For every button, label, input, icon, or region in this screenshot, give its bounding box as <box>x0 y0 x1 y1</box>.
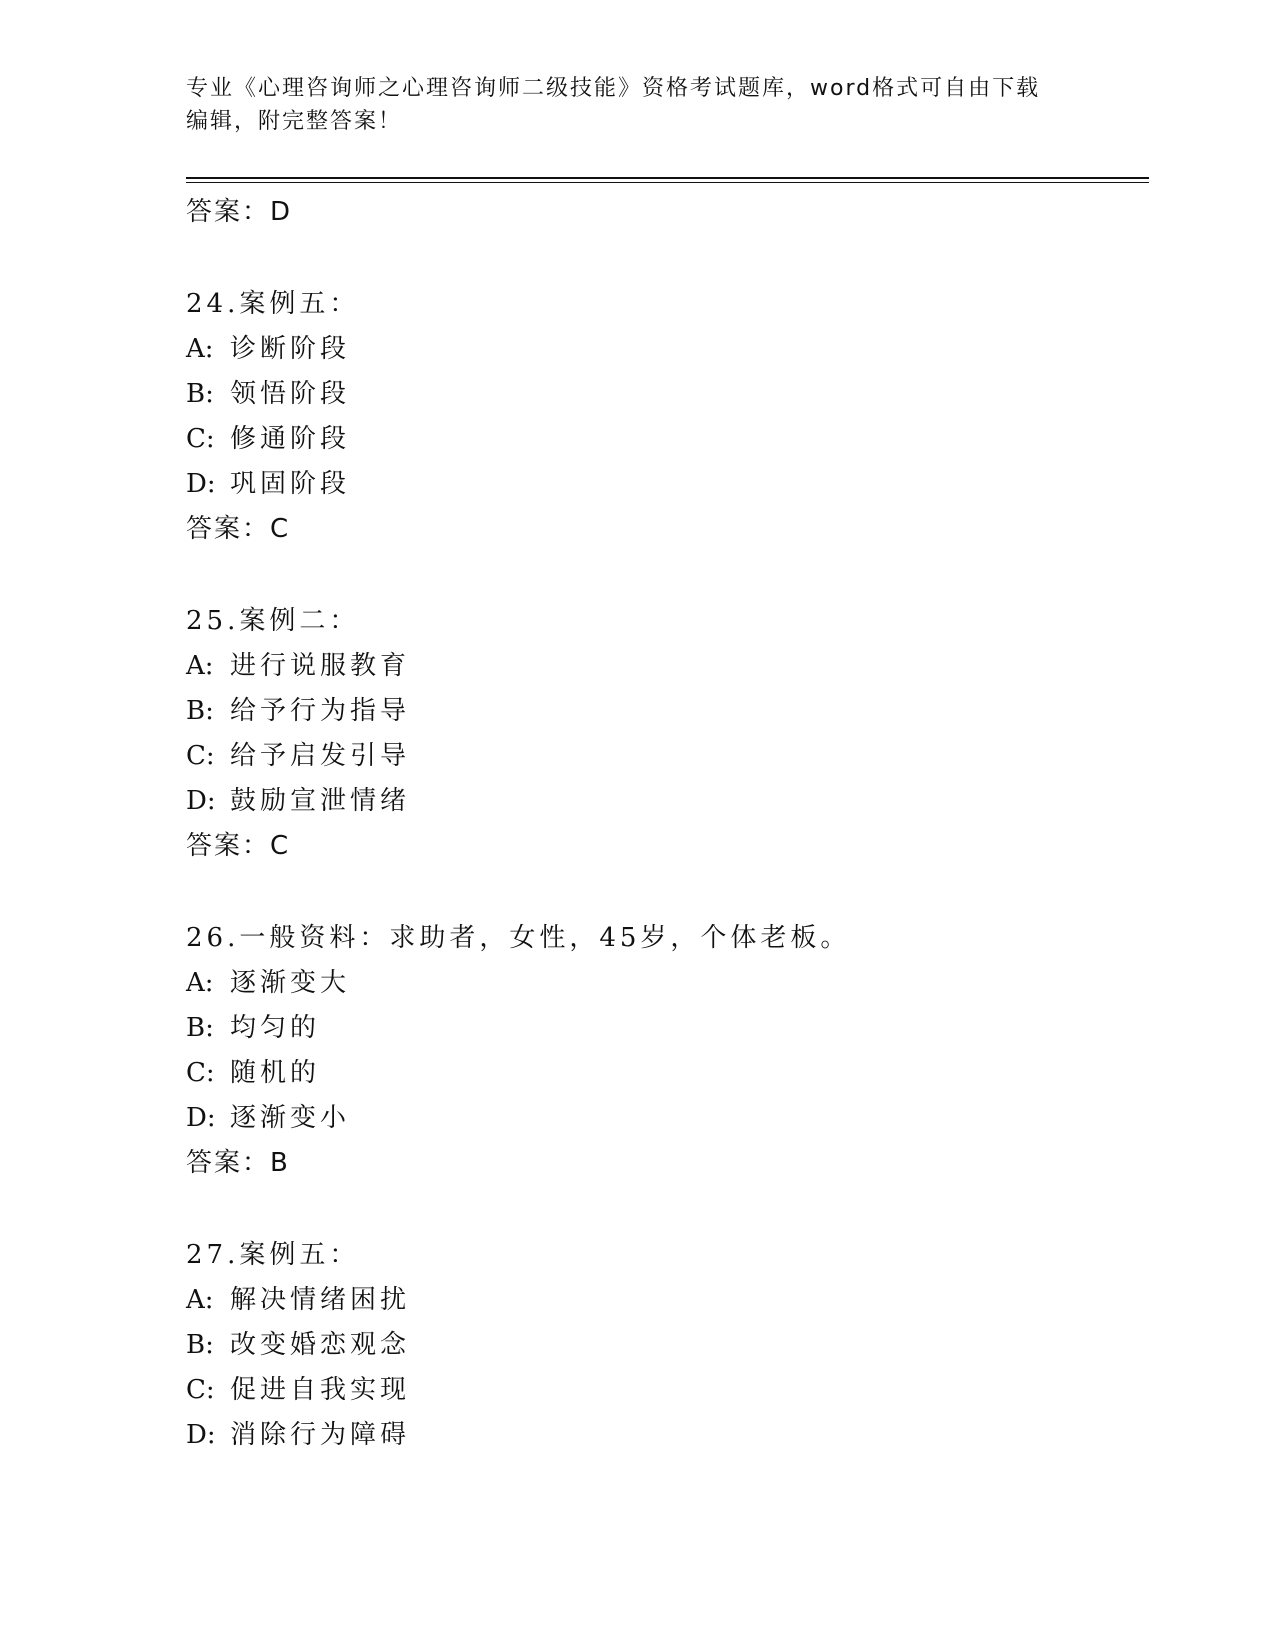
header-line-2: 编辑，附完整答案！ <box>186 109 403 134</box>
option-d <box>186 1413 1149 1458</box>
option-text: 给予启发引导 <box>230 741 411 771</box>
option-key: C: <box>186 424 215 454</box>
header-divider-thin <box>186 182 1149 183</box>
option-key: A: <box>186 968 214 998</box>
option-c <box>186 417 1149 462</box>
question-block <box>186 599 1149 869</box>
option-text: 诊断阶段 <box>230 334 351 364</box>
option-text: 改变婚恋观念 <box>230 1330 411 1360</box>
option-key: A: <box>186 334 214 364</box>
answer-line: 答案：B <box>186 1148 290 1178</box>
document-header <box>186 72 1086 138</box>
question-title: 27.案例五： <box>186 1240 360 1270</box>
option-key: A: <box>186 1285 214 1315</box>
option-key: C: <box>186 1058 215 1088</box>
option-c <box>186 1368 1149 1413</box>
option-a <box>186 961 1149 1006</box>
option-c <box>186 734 1149 779</box>
option-text: 给予行为指导 <box>230 696 411 726</box>
answer-line: 答案：C <box>186 514 291 544</box>
question-block <box>186 282 1149 552</box>
option-a <box>186 1278 1149 1323</box>
option-b <box>186 1006 1149 1051</box>
option-key: B: <box>186 379 214 409</box>
option-key: D: <box>186 1103 216 1133</box>
option-d <box>186 779 1149 824</box>
header-divider-thick <box>186 177 1149 179</box>
option-d <box>186 1096 1149 1141</box>
option-text: 随机的 <box>230 1058 321 1088</box>
option-key: D: <box>186 1420 216 1450</box>
option-key: B: <box>186 1013 214 1043</box>
option-text: 巩固阶段 <box>230 469 351 499</box>
answer-line: 答案：D <box>186 197 293 227</box>
option-a <box>186 327 1149 372</box>
option-text: 逐渐变大 <box>230 968 351 998</box>
option-text: 逐渐变小 <box>230 1103 351 1133</box>
option-key: B: <box>186 696 214 726</box>
option-b <box>186 372 1149 417</box>
question-list <box>186 190 1149 1458</box>
option-key: C: <box>186 1375 215 1405</box>
option-text: 进行说服教育 <box>230 651 411 681</box>
option-key: C: <box>186 741 215 771</box>
option-text: 促进自我实现 <box>230 1375 411 1405</box>
option-d <box>186 462 1149 507</box>
option-key: A: <box>186 651 214 681</box>
question-title: 26.一般资料：求助者，女性，45岁，个体老板。 <box>186 923 851 953</box>
option-text: 消除行为障碍 <box>230 1420 411 1450</box>
option-text: 修通阶段 <box>230 424 351 454</box>
option-text: 均匀的 <box>230 1013 321 1043</box>
question-title: 25.案例二： <box>186 606 360 636</box>
question-title: 24.案例五： <box>186 289 360 319</box>
option-key: D: <box>186 469 216 499</box>
option-b <box>186 689 1149 734</box>
option-text: 解决情绪困扰 <box>230 1285 411 1315</box>
option-c <box>186 1051 1149 1096</box>
option-key: D: <box>186 786 216 816</box>
answer-line: 答案：C <box>186 831 291 861</box>
question-block <box>186 1233 1149 1458</box>
option-text: 领悟阶段 <box>230 379 351 409</box>
option-text: 鼓励宣泄情绪 <box>230 786 411 816</box>
option-key: B: <box>186 1330 214 1360</box>
option-b <box>186 1323 1149 1368</box>
question-block <box>186 916 1149 1186</box>
option-a <box>186 644 1149 689</box>
header-line-1: 专业《心理咨询师之心理咨询师二级技能》资格考试题库，word格式可自由下载 <box>186 76 1041 101</box>
